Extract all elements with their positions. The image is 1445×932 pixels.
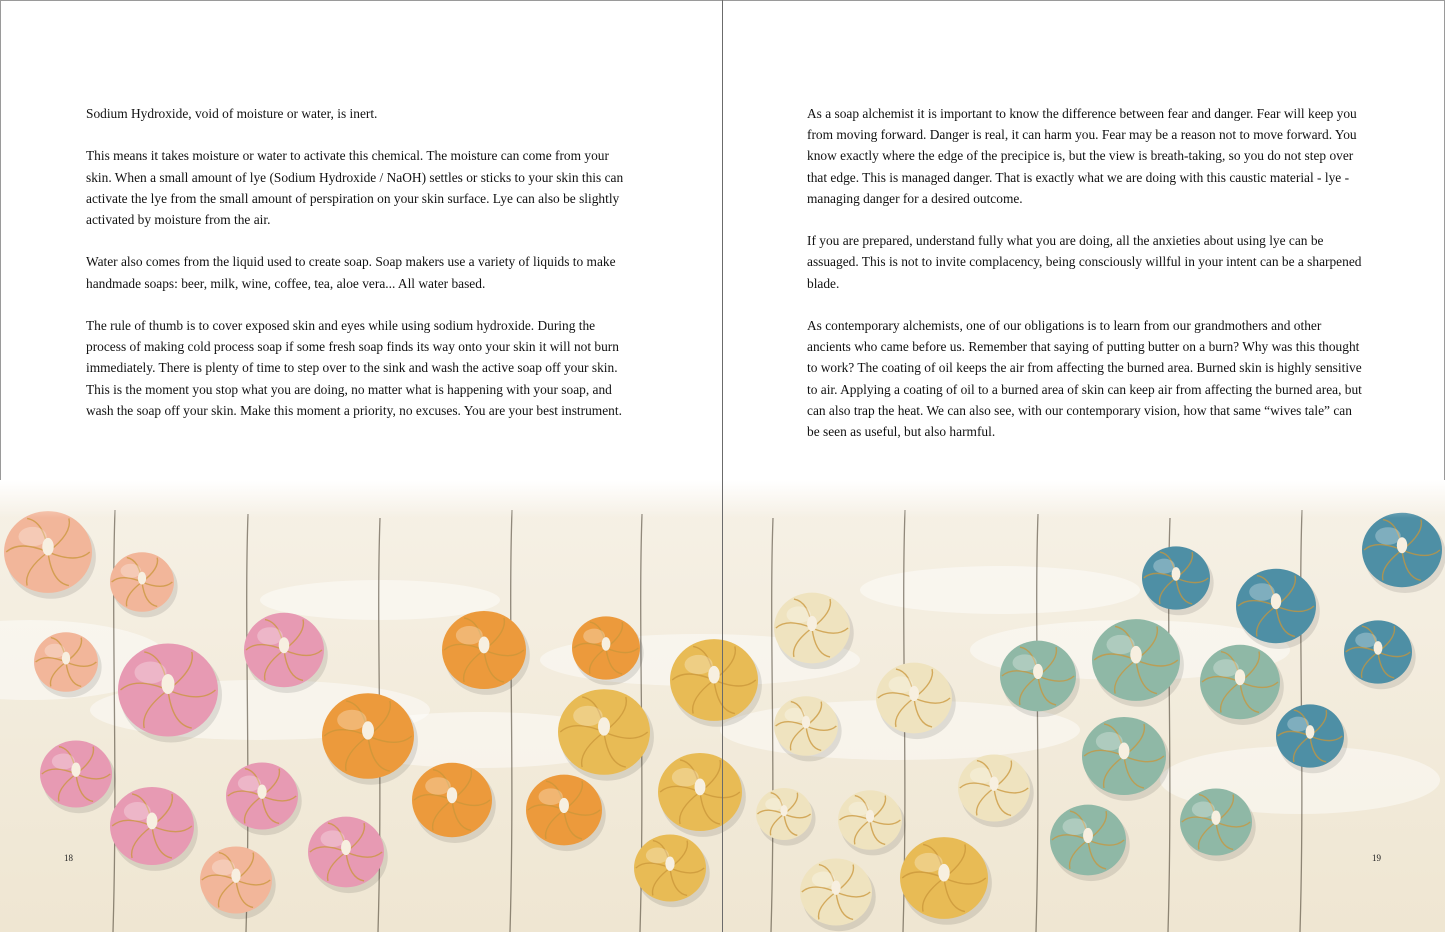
left-page-text xyxy=(86,103,631,442)
paragraph: The rule of thumb is to cover exposed skin and eyes while using sodium hydroxide. During the process of making cold process soap if some fresh soap finds its way onto your skin it will not burn immediately. There is plenty of time to step over to the sink and wash the active soap off your skin. This is the moment you stop what you are doing, no matter what is happening with your soap, and wash the soap off your skin. Make this moment a priority, no excuses. You are your best instrument. xyxy=(86,317,622,418)
page-number: 18 xyxy=(64,853,73,863)
paragraph: Water also comes from the liquid used to create soap. Soap makers use a variety of liquids to make handmade soaps: beer, milk, wine, coffee, tea, aloe vera... All water based. xyxy=(86,254,616,291)
paragraph: This means it takes moisture or water to activate this chemical. The moisture can come from your skin. When a small amount of lye (Sodium Hydroxide / NaOH) settles or sticks to your skin this can activate the lye from the small amount of perspiration on your skin surface. Lye can also be slightly activated by moisture from the air. xyxy=(86,148,624,227)
paragraph: As contemporary alchemists, one of our obligations is to learn from our grandmothers and other ancients who came before us. Remember that saying of putting butter on a burn? Why was this thought to work? The coating of oil keeps the air from affecting the burned area. Burned skin is highly sensitive to air. Applying a coating of oil to a burned area of skin can keep air from affecting the burned area, but can also trap the heat. We can also see, with our contemporary vision, how that same “wives tale” can be seen as useful, but also harmful. xyxy=(807,318,1362,440)
page-number: 19 xyxy=(1372,853,1381,863)
right-page-text xyxy=(807,103,1367,463)
paragraph: Sodium Hydroxide, void of moisture or water, is inert. xyxy=(86,106,378,121)
book-gutter xyxy=(722,0,723,932)
paragraph: As a soap alchemist it is important to know the difference between fear and danger. Fear will keep you from moving forward. Danger is real, it can harm you. Fear may be a reason not to move forward. You know exactly where the edge of the precipice is, but the view is breath-taking, so you do not step over that edge. This is managed danger. That is exactly what we are doing with this caustic material - lye - managing danger for a desired outcome. xyxy=(807,106,1357,206)
paragraph: If you are prepared, understand fully what you are doing, all the anxieties about using lye can be assuaged. This is not to invite complacency, being consciously willful in your intent can be a sharpened blade. xyxy=(807,233,1362,291)
